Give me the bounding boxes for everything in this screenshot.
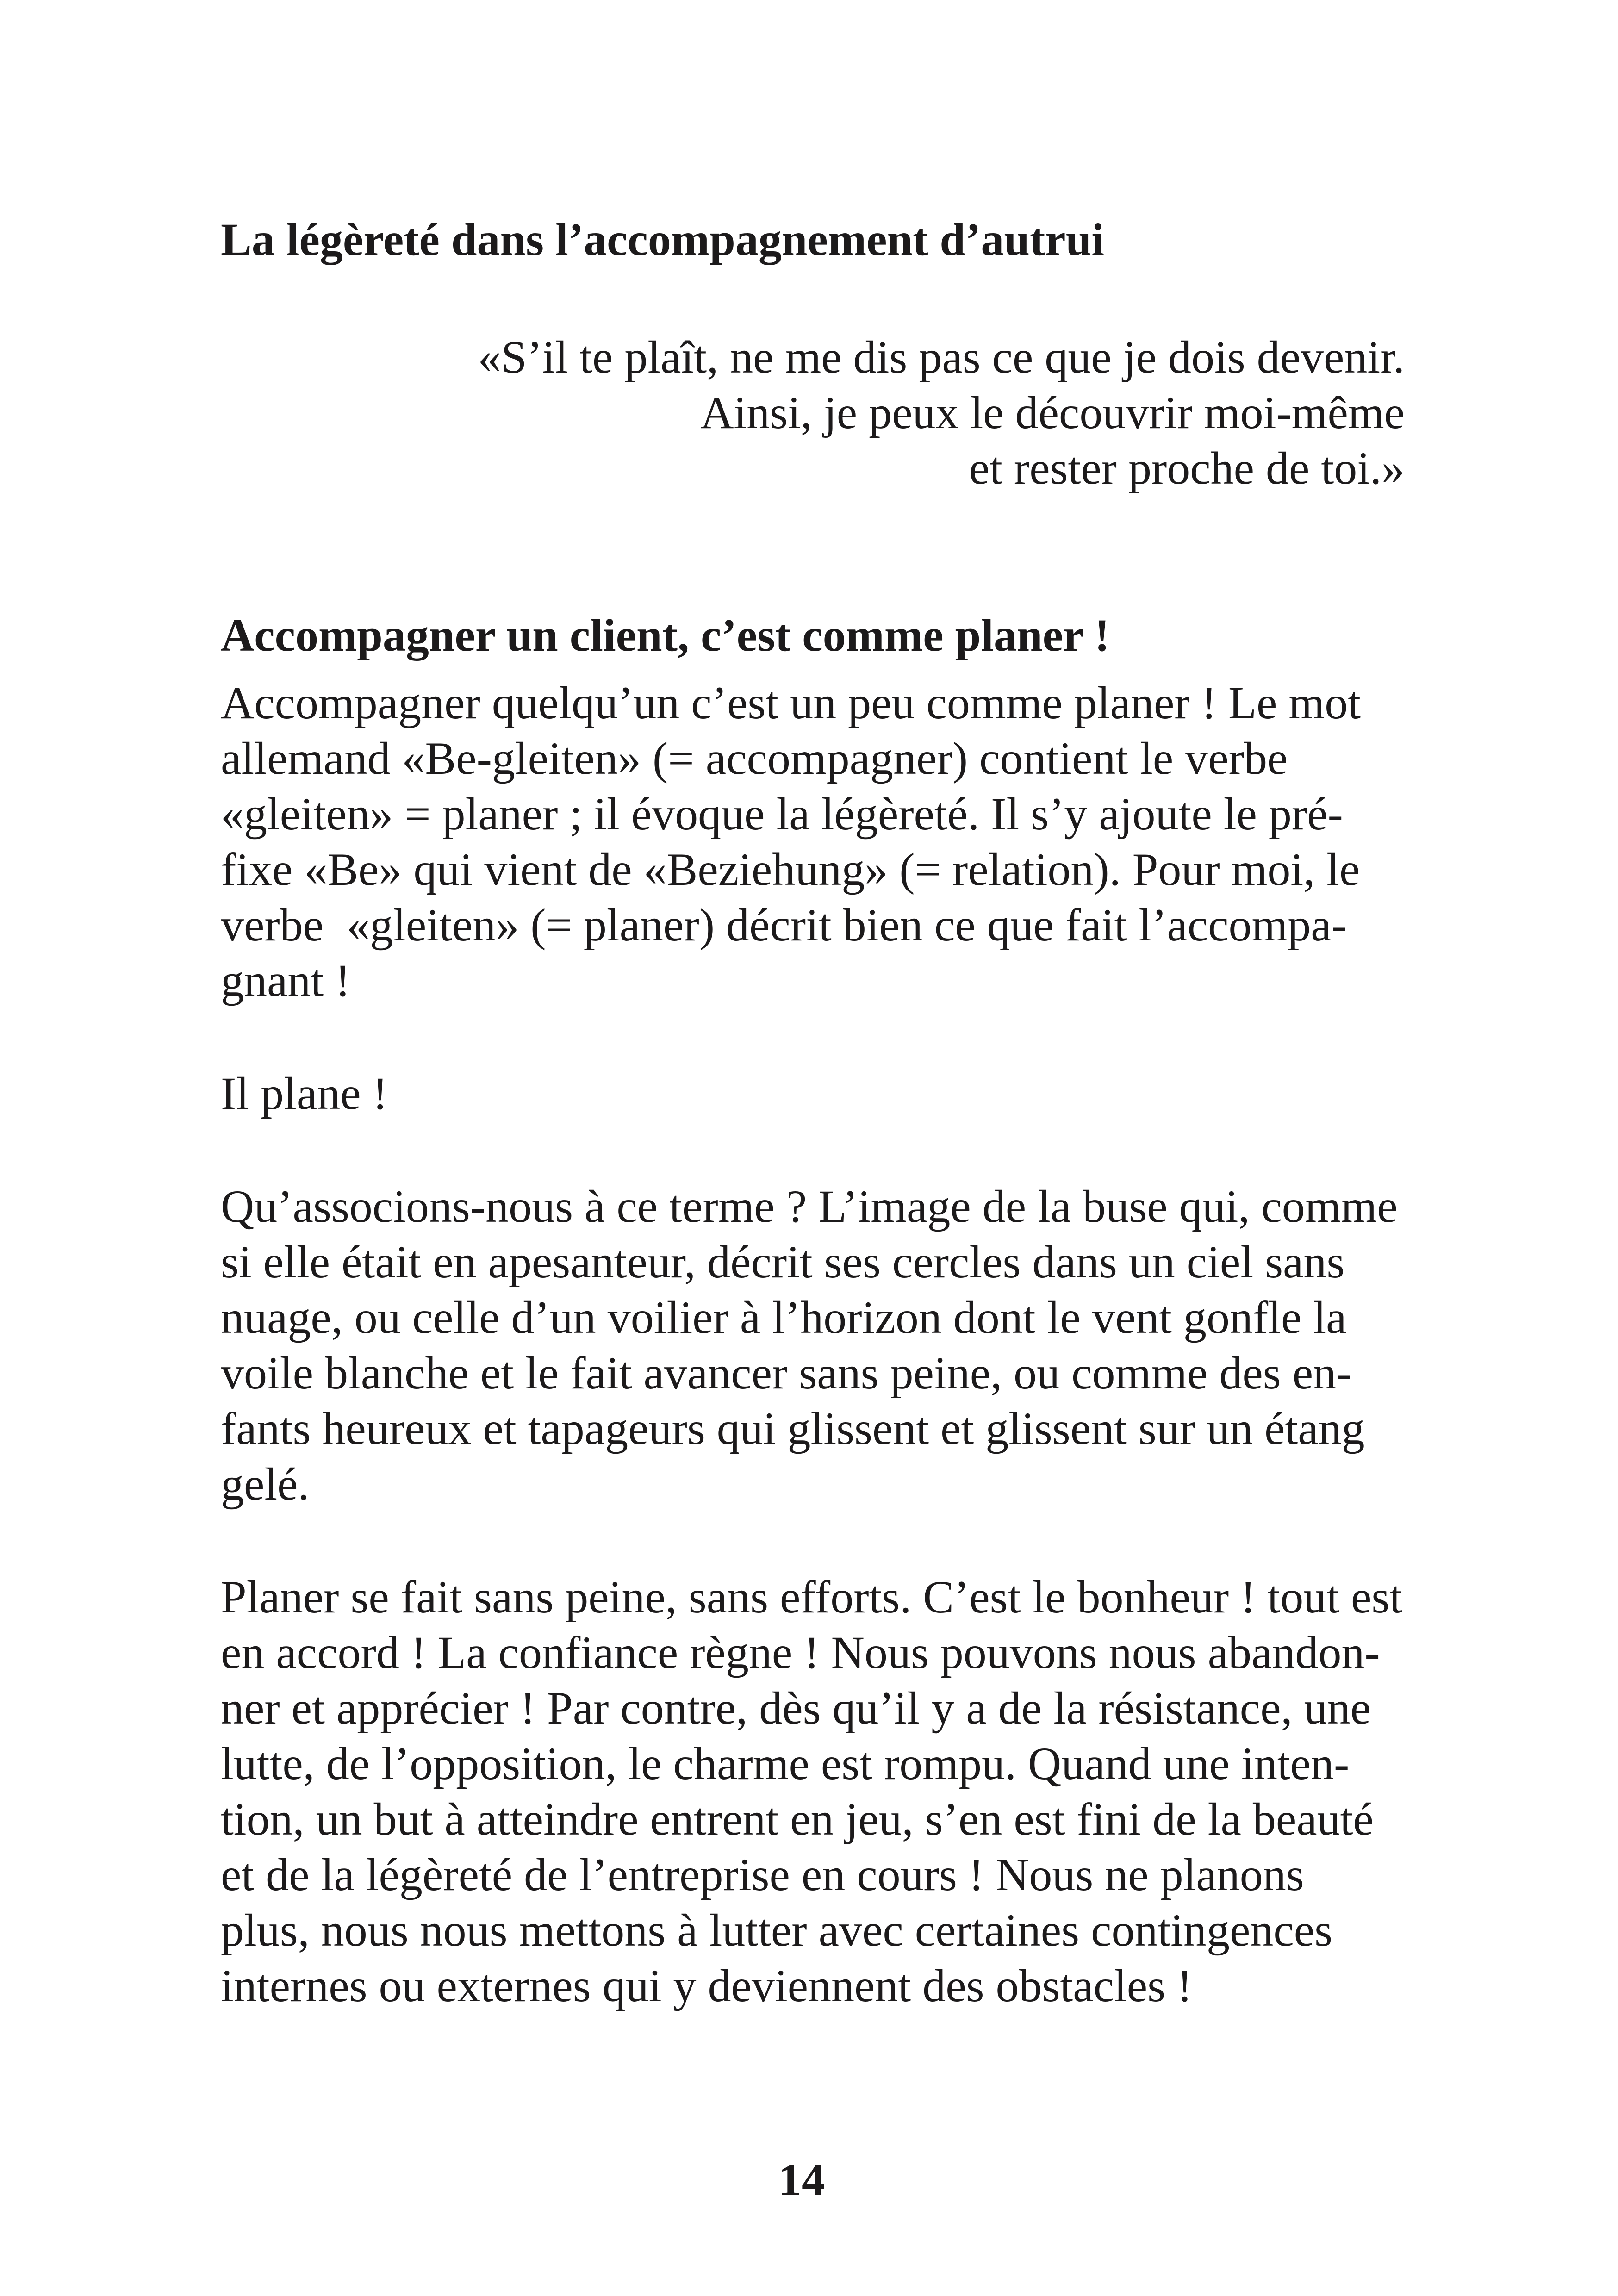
text-line: ner et apprécier ! Par contre, dès qu’il y a de la résistance, une (221, 1682, 1371, 1734)
text-line: Accompagner quelqu’un c’est un peu comme planer ! Le mot (221, 677, 1361, 728)
text-line: gelé. (221, 1458, 310, 1510)
text-line: «gleiten» = planer ; il évoque la légèreté. Il s’y ajoute le pré- (221, 788, 1343, 840)
epigraph-line: «S’il te plaît, ne me dis pas ce que je dois devenir. (478, 331, 1405, 383)
text-line: fants heureux et tapageurs qui glissent et glissent sur un étang (221, 1403, 1365, 1454)
text-line: lutte, de l’opposition, le charme est rompu. Quand une inten- (221, 1738, 1350, 1789)
chapter-heading: La légèreté dans l’accompagnement d’autrui (221, 214, 1105, 265)
paragraph (221, 675, 1433, 1008)
text-line: si elle était en apesanteur, décrit ses cercles dans un ciel sans (221, 1236, 1345, 1288)
paragraph (221, 1066, 1433, 1121)
paragraph (221, 1569, 1433, 2014)
text-line: nuage, ou celle d’un voilier à l’horizon dont le vent gonfle la (221, 1292, 1347, 1343)
text-line: internes ou externes qui y deviennent des obstacles ! (221, 1960, 1193, 2011)
body-text (221, 675, 1433, 2014)
epigraph (221, 330, 1405, 496)
section-heading: Accompagner un client, c’est comme planer ! (221, 610, 1110, 661)
text-line: tion, un but à atteindre entrent en jeu, s’en est fini de la beauté (221, 1793, 1374, 1845)
text-line: verbe «gleiten» (= planer) décrit bien ce que fait l’accompa- (221, 899, 1347, 951)
epigraph-line: et rester proche de toi.» (969, 442, 1405, 494)
paragraph (221, 1179, 1433, 1512)
text-line: Qu’associons-nous à ce terme ? L’image de la buse qui, comme (221, 1181, 1398, 1232)
text-line: voile blanche et le fait avancer sans peine, ou comme des en- (221, 1347, 1352, 1399)
text-line: allemand «Be-gleiten» (= accompagner) contient le verbe (221, 733, 1288, 784)
text-line: Il plane ! (221, 1068, 388, 1119)
text-line: gnant ! (221, 955, 351, 1006)
text-line: fixe «Be» qui vient de «Beziehung» (= relation). Pour moi, le (221, 844, 1360, 895)
text-line: et de la légèreté de l’entreprise en cours ! Nous ne planons (221, 1849, 1304, 1900)
page-number: 14 (778, 2154, 825, 2205)
text-line: plus, nous nous mettons à lutter avec certaines contingences (221, 1904, 1333, 1956)
text-line: en accord ! La confiance règne ! Nous pouvons nous abandon- (221, 1627, 1380, 1678)
text-line: Planer se fait sans peine, sans efforts. C’est le bonheur ! tout est (221, 1571, 1403, 1623)
epigraph-line: Ainsi, je peux le découvrir moi-même (700, 387, 1405, 438)
